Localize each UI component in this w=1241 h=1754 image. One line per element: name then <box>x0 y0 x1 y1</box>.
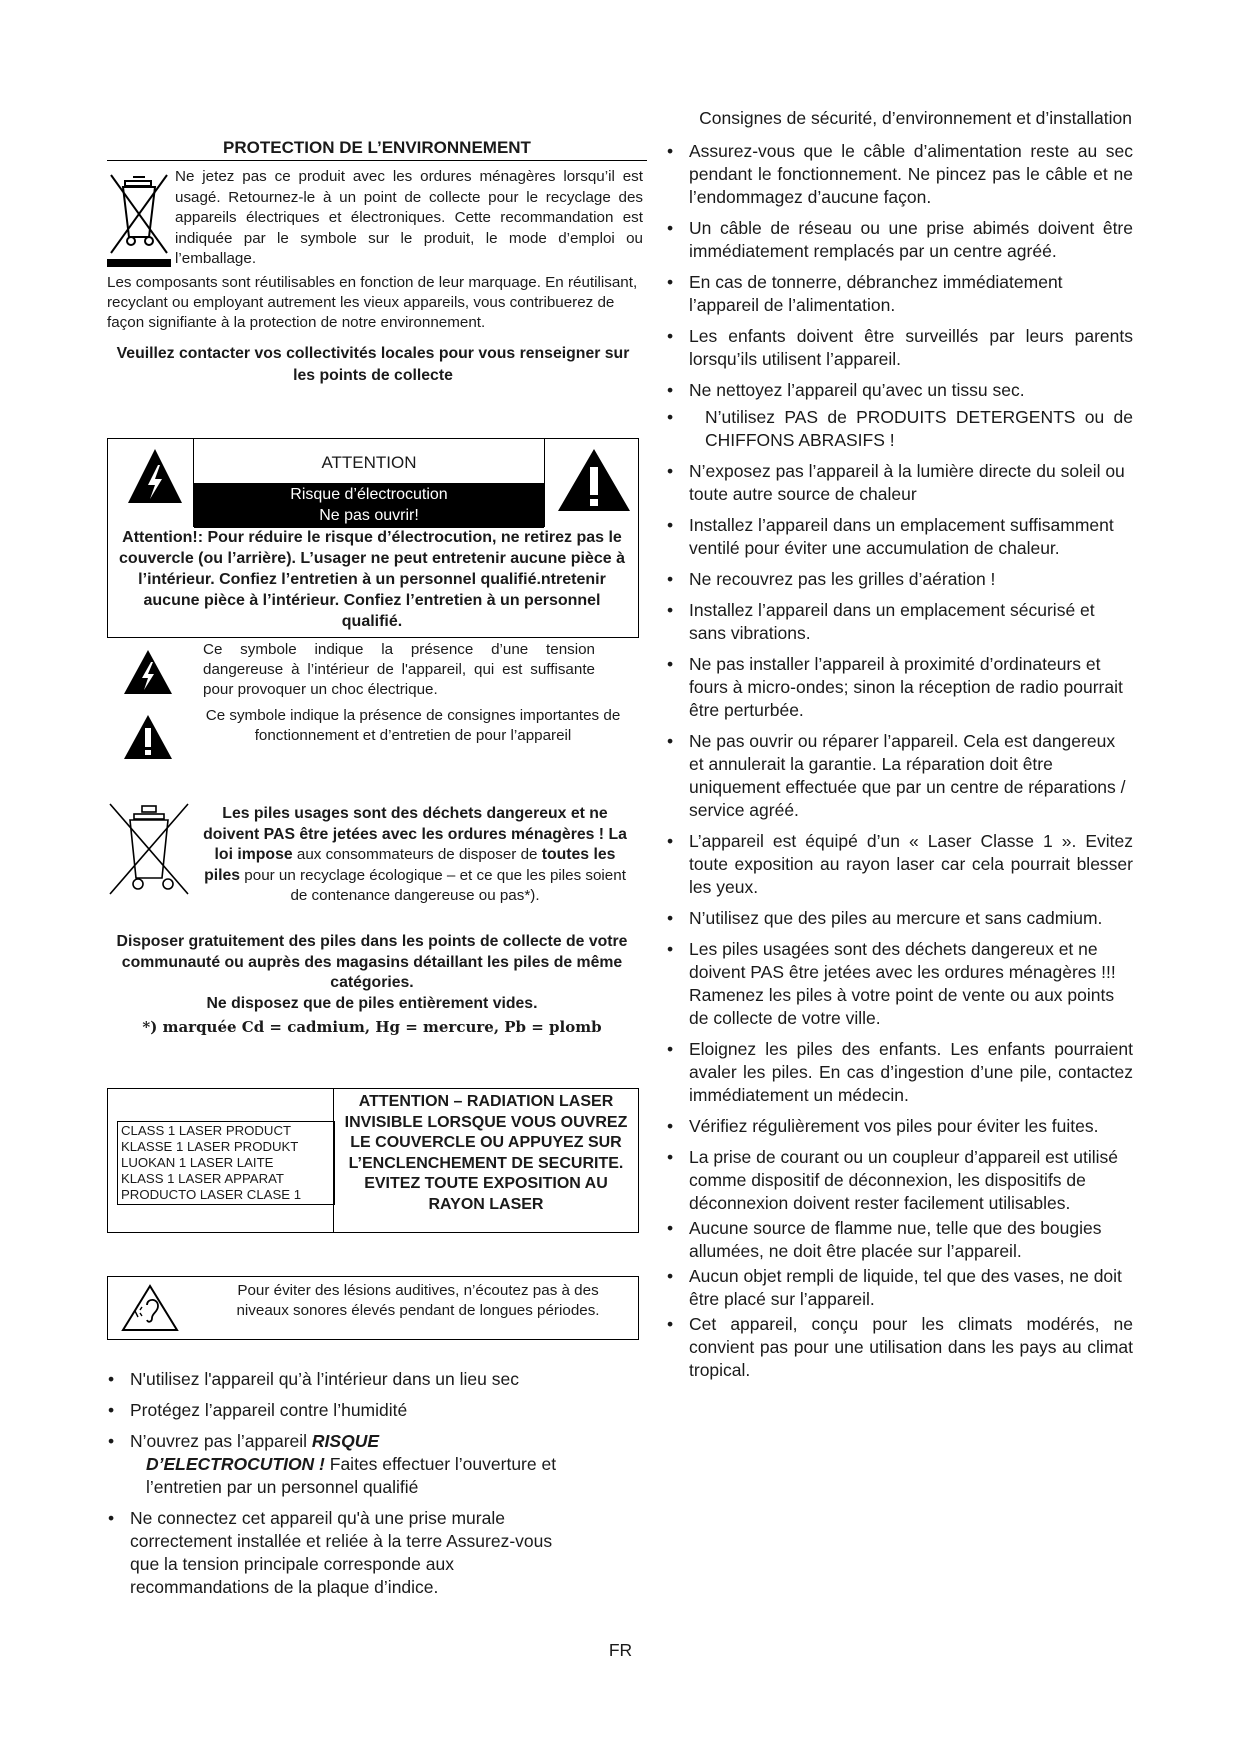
risk-label-2: D’ELECTROCUTION ! <box>146 1454 325 1474</box>
lightning-symbol-icon <box>122 648 174 696</box>
list-item: • Ne pas installer l’appareil à proximité d’ordinateurs et fours à micro-ondes; sinon la réception de radio pourrait être perturbée. <box>660 653 1133 722</box>
batteries-bold-intro: Les piles usages sont des déchets dangereux et ne doivent PAS être jetées avec les ordures ménagères ! La loi impose <box>203 805 627 863</box>
batteries-dispose: Disposer gratuitement des piles dans les points de collecte de votre communauté ou auprès des magasins détaillant les piles de même catégories. <box>116 933 628 991</box>
laser-label-line: KLASSE 1 LASER PRODUKT <box>121 1139 299 1154</box>
laser-label-line: PRODUCTO LASER CLASE 1 <box>121 1187 302 1202</box>
page-footer-lang: FR <box>608 1640 633 1660</box>
attention-risk-banner <box>194 483 544 528</box>
lightning-symbol-text: Ce symbole indique la présence d’une tension dangereuse à l’intérieur de l'appareil, qui est suffisante pour provoquer un choc électrique. <box>203 641 595 698</box>
list-item: • Installez l’appareil dans un emplacement sécurisé et sans vibrations. <box>660 599 1133 645</box>
page-header: Consignes de sécurité, d’environnement et d’installation <box>699 108 1132 128</box>
detergent-note: • N’utilisez PAS de PRODUITS DETERGENTS ou de CHIFFONS ABRASIFS ! <box>660 406 1133 452</box>
list-item: • Aucun objet rempli de liquide, tel que des vases, ne doit être placé sur l’appareil. <box>660 1265 1133 1311</box>
list-item: • Assurez-vous que le câble d’alimentation reste au sec pendant le fonctionnement. Ne pincez pas le câble et ne l’endommagez d’aucune façon. <box>660 140 1133 209</box>
battery-bin-icon <box>108 800 190 898</box>
list-item: • La prise de courant ou un coupleur d’appareil est utilisé comme dispositif de déconnexion, les dispositifs de déconnexion doivent rester facilement utilisables. <box>660 1146 1133 1215</box>
list-item: • N’utilisez que des piles au mercure et sans cadmium. <box>660 907 1133 930</box>
exclamation-warning-icon <box>556 447 632 513</box>
list-item: • L’appareil est équipé d’un « Laser Classe 1 ». Evitez toute exposition au rayon laser car cela pourrait blesser les yeux. <box>660 830 1133 899</box>
list-item: • Ne pas ouvrir ou réparer l’appareil. Cela est dangereux et annulerait la garantie. La réparation doit être uniquement effectuée que par un centre de réparations / service agréé. <box>660 730 1133 822</box>
list-item: • Vérifiez régulièrement vos piles pour éviter les fuites. <box>660 1115 1133 1138</box>
risk-post: Faites effectuer l’ouverture et l’entretien par un personnel qualifié <box>146 1454 557 1497</box>
risk-line-2: Ne pas ouvrir! <box>319 507 419 524</box>
list-item: • Cet appareil, conçu pour les climats modérés, ne convient pas pour une utilisation dans les pays au climat tropical. <box>660 1313 1133 1382</box>
list-item: • Les enfants doivent être surveillés par leurs parents lorsqu’ils utilisent l’appareil. <box>660 325 1133 371</box>
environment-body: Les composants sont réutilisables en fonction de leur marquage. En réutilisant, recyclant ou employant autrement les vieux appareils, vous contribuerez de façon signifiante à la protection de notre environnement. <box>107 274 638 331</box>
right-bullet-list <box>660 140 1133 1382</box>
hearing-text: Pour éviter des lésions auditives, n’écoutez pas à des niveaux sonores élevés pendant de longues périodes. <box>236 1282 600 1319</box>
batteries-bold-mid: toutes les piles <box>204 846 616 884</box>
exclamation-symbol-text: Ce symbole indique la présence de consignes importantes de fonctionnement et d’entretien de pour l’appareil <box>205 707 621 744</box>
attention-box <box>107 438 639 638</box>
environment-title: PROTECTION DE L’ENVIRONNEMENT <box>107 138 647 161</box>
exclamation-symbol-icon <box>122 713 174 761</box>
list-item: • Un câble de réseau ou une prise abimés doivent être immédiatement remplacés par un centre agréé. <box>660 217 1133 263</box>
batteries-empty-only: Ne disposez que de piles entièrement vides. <box>206 995 538 1012</box>
risk-pre: N’ouvrez pas l’appareil <box>130 1431 312 1451</box>
hearing-box <box>107 1276 639 1340</box>
laser-label-line: LUOKAN 1 LASER LAITE <box>121 1155 274 1170</box>
list-item: • Aucune source de flamme nue, telle que des bougies allumées, ne doit être placée sur l’appareil. <box>660 1217 1133 1263</box>
laser-box <box>107 1088 639 1233</box>
hearing-warning-icon <box>120 1283 180 1333</box>
left-column <box>107 138 643 387</box>
list-item <box>101 1430 581 1499</box>
list-item: • Installez l’appareil dans un emplacement suffisamment ventilé pour éviter une accumulation de chaleur. <box>660 514 1133 560</box>
laser-label-line: CLASS 1 LASER PRODUCT <box>121 1123 292 1138</box>
laser-warning: ATTENTION – RADIATION LASER INVISIBLE LORSQUE VOUS OUVREZ LE COUVERCLE OU APPUYEZ SUR L’ENCLENCHEMENT DE SECURITE. EVITEZ TOUTE EXPOSITION AU RAYON LASER <box>333 1089 638 1232</box>
list-item: • Ne recouvrez pas les grilles d’aération ! <box>660 568 1133 591</box>
batteries-rest-2: pour un recyclage écologique – et ce que les piles soient de contenance dangereuse ou pas*). <box>240 866 626 904</box>
environment-block <box>107 167 643 271</box>
list-item: • Ne nettoyez l’appareil qu’avec un tissu sec. <box>660 379 1133 402</box>
attention-warning: Attention!: Pour réduire le risque d’électrocution, ne retirez pas le couvercle (ou l’arrière). L’usager ne peut entretenir aucune pièce à l’intérieur. Confiez l’entretien à un personnel qualifié.ntretenir aucune pièce à l’intérieur. Confiez l’entretien à un personnel qualifié. <box>119 529 625 630</box>
batteries-rest-1: aux consommateurs de disposer de <box>292 846 542 863</box>
list-item: • N'utilisez l'appareil qu’à l’intérieur dans un lieu sec <box>101 1368 581 1391</box>
risk-label-1: RISQUE <box>311 1431 380 1451</box>
list-item: • Les piles usagées sont des déchets dangereux et ne doivent PAS être jetées avec les ordures ménagères !!! Ramenez les piles à votre point de vente ou aux points de collecte de votre ville. <box>660 938 1133 1030</box>
environment-intro: Ne jetez pas ce produit avec les ordures ménagères lorsqu’il est usagé. Retournez-le à un point de collecte pour le recyclage des appareils électriques et électroniques. Cette recommandation est indiquée par le symbole sur le produit, le mode d’emploi ou l’emballage. <box>175 168 643 267</box>
crossed-bin-icon <box>107 167 171 267</box>
environment-contact: Veuillez contacter vos collectivités locales pour vous renseigner sur les points de collecte <box>116 345 630 384</box>
batteries-text <box>200 804 630 907</box>
risk-line-1: Risque d’électrocution <box>290 486 448 503</box>
list-item: • N’exposez pas l’appareil à la lumière directe du soleil ou toute autre source de chaleur <box>660 460 1133 506</box>
list-item: • Ne connectez cet appareil qu'à une prise murale correctement installée et reliée à la terre Assurez-vous que la tension principale corresponde aux recommandations de la plaque d’indice. <box>101 1507 581 1599</box>
left-bullet-list <box>101 1368 581 1599</box>
laser-class-label <box>117 1121 335 1205</box>
attention-title: ATTENTION <box>321 453 417 472</box>
batteries-footnote: *) marquée Cd = cadmium, Hg = mercure, Pb = plomb <box>142 1018 602 1036</box>
list-item: • Protégez l’appareil contre l’humidité <box>101 1399 581 1422</box>
attention-panel <box>193 439 545 527</box>
lightning-warning-icon <box>126 447 184 507</box>
list-item: • Eloignez les piles des enfants. Les enfants pourraient avaler les piles. En cas d’ingestion d’une pile, contactez immédiatement un médecin. <box>660 1038 1133 1107</box>
list-item: • En cas de tonnerre, débranchez immédiatement l’appareil de l’alimentation. <box>660 271 1133 317</box>
laser-label-line: KLASS 1 LASER APPARAT <box>121 1171 284 1186</box>
